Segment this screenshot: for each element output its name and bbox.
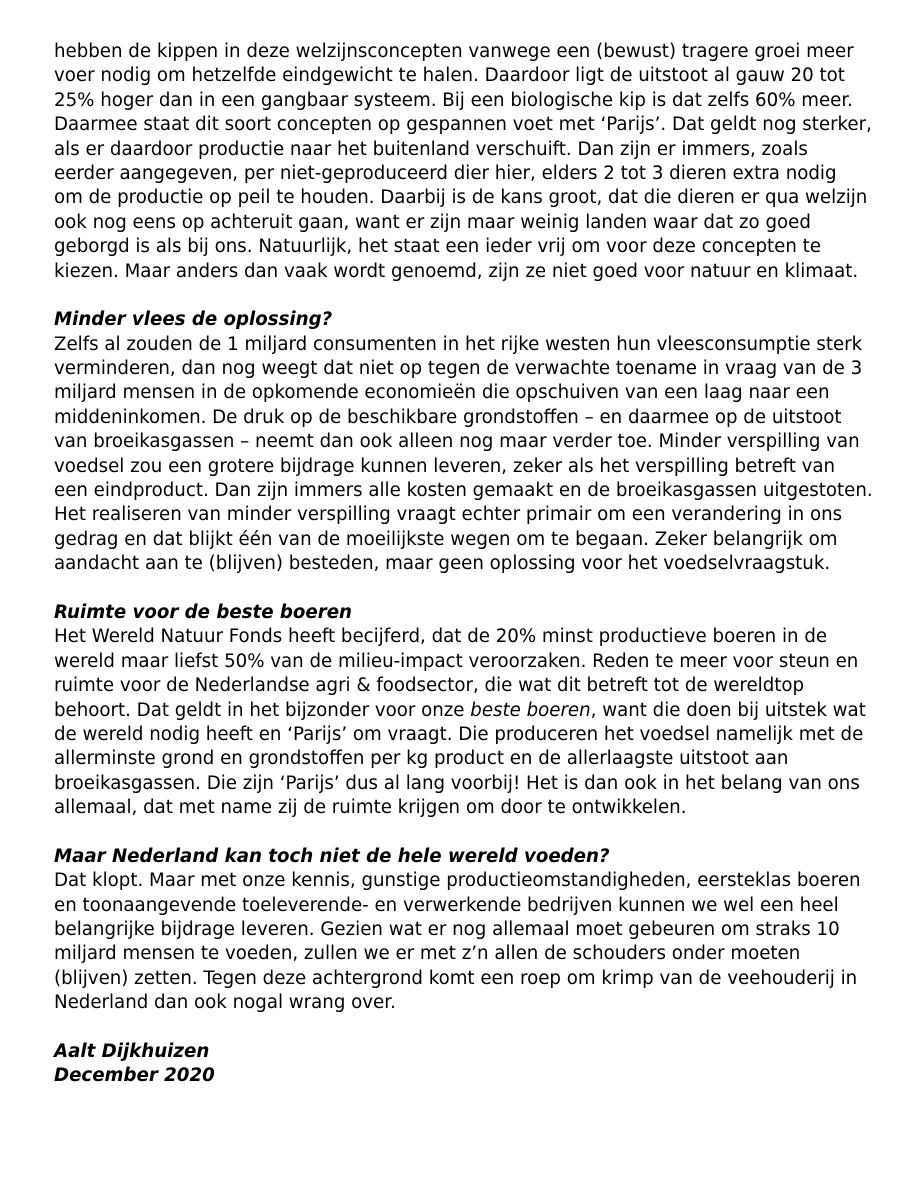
text-line: Nederland dan ook nogal wrang over. (54, 992, 396, 1014)
text-line: verminderen, dan nog weegt dat niet op tegen de verwachte toename in vraag van de 3 (54, 358, 863, 380)
text-line: eerder aangegeven, per niet-geproduceerd dier hier, elders 2 tot 3 dieren extra nodig (54, 162, 837, 184)
text-line: geborgd is als bij ons. Natuurlijk, het staat een ieder vrij om voor deze concepten te (54, 236, 821, 258)
paragraph-spacer (54, 821, 854, 845)
text-line: aandacht aan te (blijven) besteden, maar geen oplossing voor het voedselvraagstuk. (54, 553, 831, 575)
section-heading: Minder vlees de oplossing? (54, 309, 333, 331)
text-span: , want die doen bij uitstek wat (590, 699, 866, 721)
text-line: Het Wereld Natuur Fonds heeft becijferd, dat de 20% minst productieve boeren in de (54, 626, 828, 648)
text-line: Het realiseren van minder verspilling vraagt echter primair om een verandering in ons (54, 504, 843, 526)
text-line: broeikasgassen. Die zijn ‘Parijs’ dus al lang voorbij! Het is dan ook in het belang van ons (54, 772, 860, 794)
text-line: wereld maar liefst 50% van de milieu-impact veroorzaken. Reden te meer voor steun en (54, 650, 859, 672)
text-line: Daarmee staat dit soort concepten op gespannen voet met ‘Parijs’. Dat geldt nog sterker, (54, 114, 872, 136)
paragraph-spacer (54, 284, 854, 308)
text-line: een eindproduct. Dan zijn immers alle kosten gemaakt en de broeikasgassen uitgestoten. (54, 480, 873, 502)
paragraph-intro (54, 40, 872, 284)
text-line: (blijven) zetten. Tegen deze achtergrond komt een roep om krimp van de veehouderij in (54, 967, 858, 989)
section-heading: Maar Nederland kan toch niet de hele wereld voeden? (54, 845, 610, 867)
section-heading: Ruimte voor de beste boeren (54, 601, 352, 623)
text-line: allemaal, dat met name zij de ruimte krijgen om door te ontwikkelen. (54, 797, 687, 819)
text-line: voedsel zou een grotere bijdrage kunnen leveren, zeker als het verspilling betreft van (54, 455, 836, 477)
paragraph-spacer (54, 577, 854, 601)
text-line: voer nodig om hetzelfde eindgewicht te halen. Daardoor ligt de uitstoot al gauw 20 tot (54, 65, 845, 87)
text-line: miljard mensen in de opkomende economieën die opschuiven van een laag naar een (54, 382, 830, 404)
section-nederland-voeden (54, 845, 861, 1016)
paragraph-spacer (54, 1016, 854, 1040)
document-page (54, 40, 873, 1089)
signature-date: December 2020 (54, 1065, 215, 1087)
text-line: en toonaangevende toeleverende- en verwerkende bedrijven kunnen we wel een heel (54, 894, 839, 916)
text-line: als er daardoor productie naar het buitenland verschuift. Dan zijn er immers, zoals (54, 138, 808, 160)
text-line: de wereld nodig heeft en ‘Parijs’ om vraagt. Die produceren het voedsel namelijk met de (54, 723, 864, 745)
text-line: van broeikasgassen – neemt dan ook alleen nog maar verder toe. Minder verspilling van (54, 431, 860, 453)
text-line: Zelfs al zouden de 1 miljard consumenten in het rijke westen hun vleesconsumptie sterk (54, 333, 863, 355)
text-line: kiezen. Maar anders dan vaak wordt genoemd, zijn ze niet goed voor natuur en klimaat. (54, 260, 859, 282)
text-line: allerminste grond en grondstoffen per kg product en de allerlaagste uitstoot aan (54, 748, 789, 770)
section-minder-vlees (54, 308, 873, 576)
text-line: miljard mensen te voeden, zullen we er met z’n allen de schouders onder moeten (54, 943, 801, 965)
text-line: ook nog eens op achteruit gaan, want er zijn maar weinig landen waar dat zo goed (54, 211, 811, 233)
text-span: behoort. Dat geldt in het bijzonder voor onze (54, 699, 471, 721)
signature-block (54, 1040, 854, 1089)
text-line: belangrijke bijdrage leveren. Gezien wat er nog allemaal moet gebeuren om straks 10 (54, 919, 840, 941)
section-ruimte-beste-boeren (54, 601, 866, 821)
text-line: gedrag en dat blijkt één van de moeilijkste wegen om te begaan. Zeker belangrijk om (54, 528, 838, 550)
text-line: Dat klopt. Maar met onze kennis, gunstige productieomstandigheden, eersteklas boeren (54, 870, 861, 892)
text-line: 25% hoger dan in een gangbaar systeem. Bij een biologische kip is dat zelfs 60% meer. (54, 89, 853, 111)
text-line: ruimte voor de Nederlandse agri & foodsector, die wat dit betreft tot de wereldtop (54, 675, 805, 697)
text-line (54, 699, 866, 723)
text-line: middeninkomen. De druk op de beschikbare grondstoffen – en daarmee op de uitstoot (54, 406, 842, 428)
author-name: Aalt Dijkhuizen (54, 1041, 210, 1063)
text-line: om de productie op peil te houden. Daarbij is de kans groot, dat die dieren er qua welzijn (54, 187, 868, 209)
text-line: hebben de kippen in deze welzijnsconcepten vanwege een (bewust) tragere groei meer (54, 41, 854, 62)
emphasis-text: beste boeren (470, 699, 591, 721)
